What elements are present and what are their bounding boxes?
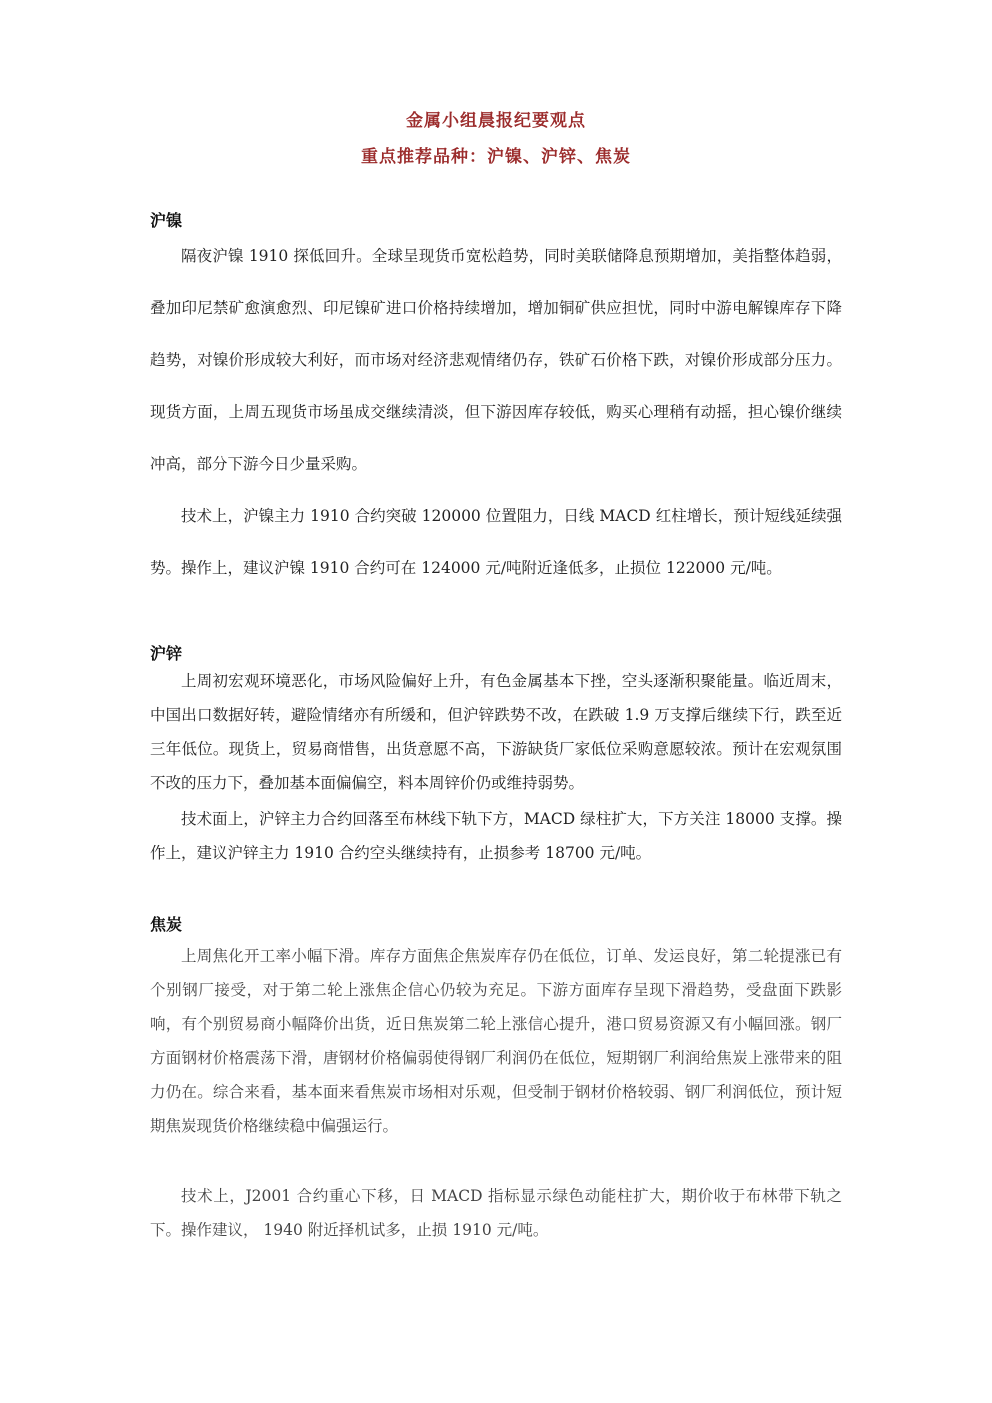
coke-paragraph-2: 技术上，J2001 合约重心下移，日 MACD 指标显示绿色动能柱扩大，期价收于布林带下轨之下。操作建议， 1940 附近择机试多，止损 1910 元/吨。 xyxy=(150,1187,842,1239)
report-title: 金属小组晨报纪要观点 xyxy=(406,111,586,131)
zinc-paragraph-1: 上周初宏观环境恶化，市场风险偏好上升，有色金属基本下挫，空头逐渐积聚能量。临近周末，中国出口数据好转，避险情绪亦有所缓和，但沪锌跌势不改，在跌破 1.9 万支撑后继续下行，跌至近三年低位。现货上，贸易商惜售，出货意愿不高，下游缺货厂家低位采购意愿较浓。预计在宏观氛围不改的压力下，叠加基本面偏偏空，料本周锌价仍或维持弱势。 xyxy=(150,672,842,792)
nickel-paragraph-2: 技术上，沪镍主力 1910 合约突破 120000 位置阻力，日线 MACD 红柱增长，预计短线延续强势。操作上，建议沪镍 1910 合约可在 124000 元/吨附近逢低多，止损位 122000 元/吨。 xyxy=(150,507,842,577)
nickel-paragraph-1: 隔夜沪镍 1910 探低回升。全球呈现货币宽松趋势，同时美联储降息预期增加，美指整体趋弱，叠加印尼禁矿愈演愈烈、印尼镍矿进口价格持续增加，增加铜矿供应担忧，同时中游电解镍库存下降趋势，对镍价形成较大利好，而市场对经济悲观情绪仍存，铁矿石价格下跌，对镍价形成部分压力。现货方面，上周五现货市场虽成交继续清淡，但下游因库存较低，购买心理稍有动摇，担心镍价继续冲高，部分下游今日少量采购。 xyxy=(150,247,842,473)
zinc-paragraph-2: 技术面上，沪锌主力合约回落至布林线下轨下方，MACD 绿柱扩大，下方关注 18000 支撑。操作上，建议沪锌主力 1910 合约空头继续持有，止损参考 18700 元/吨。 xyxy=(150,810,842,862)
coke-paragraph-1: 上周焦化开工率小幅下滑。库存方面焦企焦炭库存仍在低位，订单、发运良好，第二轮提涨已有个别钢厂接受，对于第二轮上涨焦企信心仍较为充足。下游方面库存呈现下滑趋势，受盘面下跌影响，有个别贸易商小幅降价出货，近日焦炭第二轮上涨信心提升，港口贸易资源又有小幅回涨。钢厂方面钢材价格震荡下滑，唐钢材价格偏弱使得钢厂利润仍在低位，短期钢厂利润给焦炭上涨带来的阻力仍在。综合来看，基本面来看焦炭市场相对乐观，但受制于钢材价格较弱、钢厂利润低位，预计短期焦炭现货价格继续稳中偏强运行。 xyxy=(150,947,842,1135)
section-heading-coke: 焦炭 xyxy=(150,915,183,934)
section-heading-nickel: 沪镍 xyxy=(150,211,183,230)
section-heading-zinc: 沪锌 xyxy=(150,644,183,663)
report-subtitle: 重点推荐品种：沪镍、沪锌、焦炭 xyxy=(361,147,631,167)
